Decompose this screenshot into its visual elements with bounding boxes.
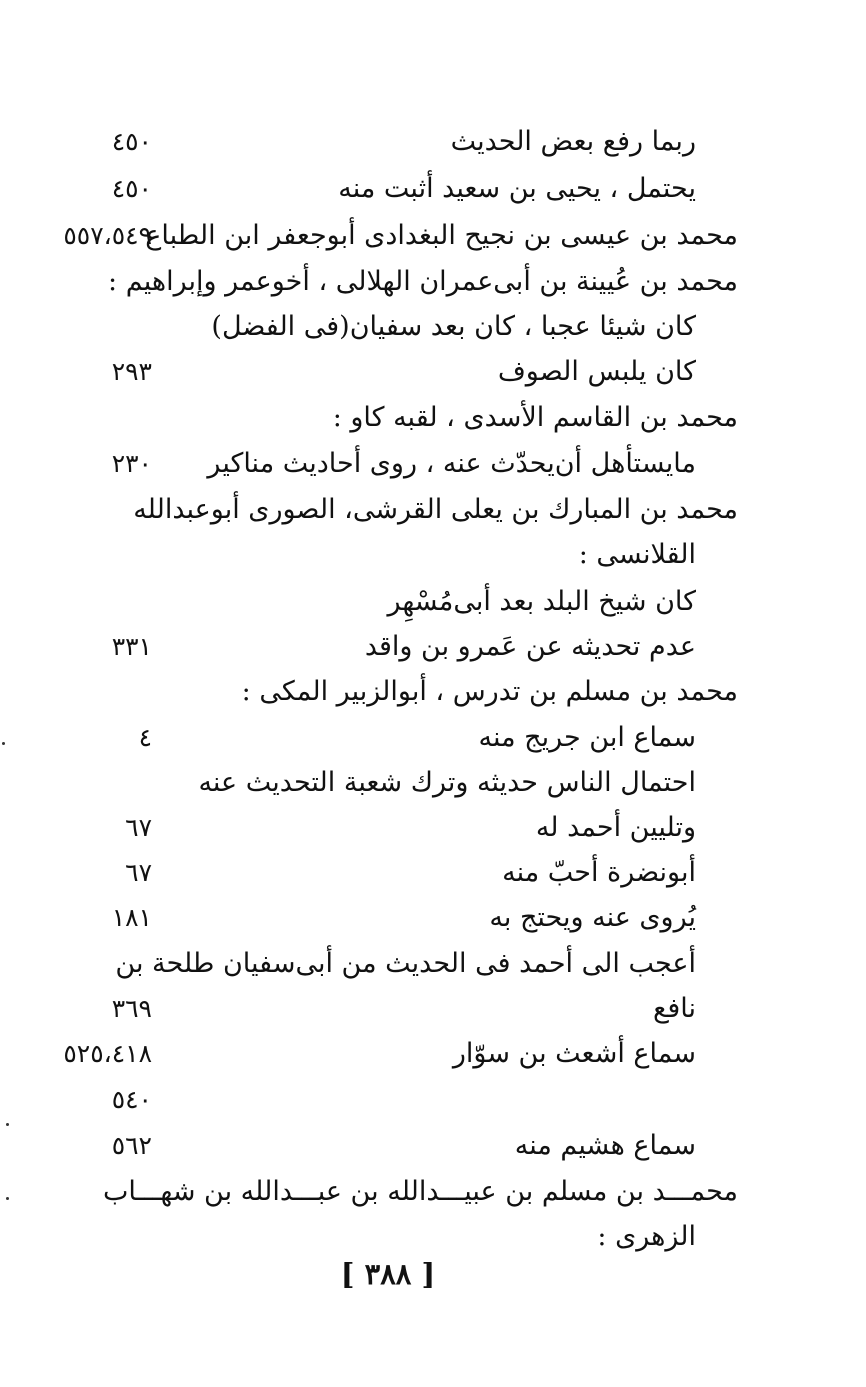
entry-text: القلانسى : [578, 539, 696, 570]
entry-page-ref: ٦٧ [125, 813, 152, 842]
entry-page-ref: ٥٦٢ [111, 1131, 152, 1160]
entry-heading: محمـــد بن مسلم بن عبيـــدالله بن عبـــدالله بن شهـــاب [103, 1176, 738, 1207]
entry-text: سماع ابن جريج منه [478, 722, 696, 753]
entry-text: وتليين أحمد له [535, 812, 696, 843]
entry-text: كان يلبس الصوف [497, 356, 696, 387]
entry-text: الزهرى : [597, 1221, 696, 1252]
page-number: [ ٣٨٨ ] [340, 1257, 436, 1291]
entry-heading: محمد بن عيسى بن نجيح البغدادى أبوجعفر ابن الطباع [145, 220, 738, 251]
entry-text: نافع [652, 993, 696, 1024]
entry-text: يحتمل ، يحيى بن سعيد أثبت منه [338, 173, 696, 204]
scan-speck [6, 1123, 9, 1126]
entry-page-ref: ٤٥٠ [111, 174, 152, 203]
entry-page-ref: ٣٦٩ [111, 994, 152, 1023]
entry-page-ref: ٣٣١ [111, 632, 152, 661]
entry-text: سماع أشعث بن سوّار [452, 1038, 696, 1069]
entry-page-ref: ٤٥٠ [111, 127, 152, 156]
entry-heading: محمد بن المبارك بن يعلى القرشى، الصورى أبوعبدالله [133, 494, 738, 525]
scan-speck [2, 742, 5, 745]
entry-page-ref: ١٨١ [111, 903, 152, 932]
entry-text: كان شيئا عجبا ، كان بعد سفيان(فى الفضل) [211, 311, 696, 342]
entry-heading: محمد بن عُيينة بن أبى‌عمران الهلالى ، أخوعمر وإبراهيم : [108, 266, 738, 297]
entry-page-ref: ٥٤٠ [111, 1085, 152, 1114]
entry-page-ref: ٢٩٣ [111, 357, 152, 386]
entry-page-ref: ٥٢٥،٤١٨ [63, 1039, 152, 1068]
entry-text: كان شيخ البلد بعد أبى‌مُسْهِر [387, 586, 696, 617]
scan-speck [6, 1197, 9, 1200]
entry-heading: محمد بن القاسم الأسدى ، لقبه كاو : [332, 402, 738, 433]
entry-page-ref: ٥٥٧،٥٤٩ [63, 221, 152, 250]
entry-page-ref: ٢٣٠ [111, 449, 152, 478]
entry-text: مايستأهل أن‌يحدّث عنه ، روى أحاديث مناكير [207, 448, 696, 479]
entry-text: سماع هشيم منه [514, 1130, 696, 1161]
entry-text: ربما رفع بعض الحديث [450, 126, 696, 157]
entry-text: احتمال الناس حديثه وترك شعبة التحديث عنه [198, 767, 696, 798]
entry-text: أعجب الى أحمد فى الحديث من أبى‌سفيان طلحة بن [115, 948, 696, 979]
entry-page-ref: ٦٧ [125, 858, 152, 887]
entry-page-ref: ٤ [138, 723, 152, 752]
entry-heading: محمد بن مسلم بن تدرس ، أبوالزبير المكى : [241, 676, 738, 707]
entry-text: عدم تحديثه عن عَمرو بن واقد [364, 631, 696, 662]
entry-text: يُروى عنه ويحتج به [489, 902, 696, 933]
entry-text: أبونضرة أحبّ منه [502, 857, 696, 888]
